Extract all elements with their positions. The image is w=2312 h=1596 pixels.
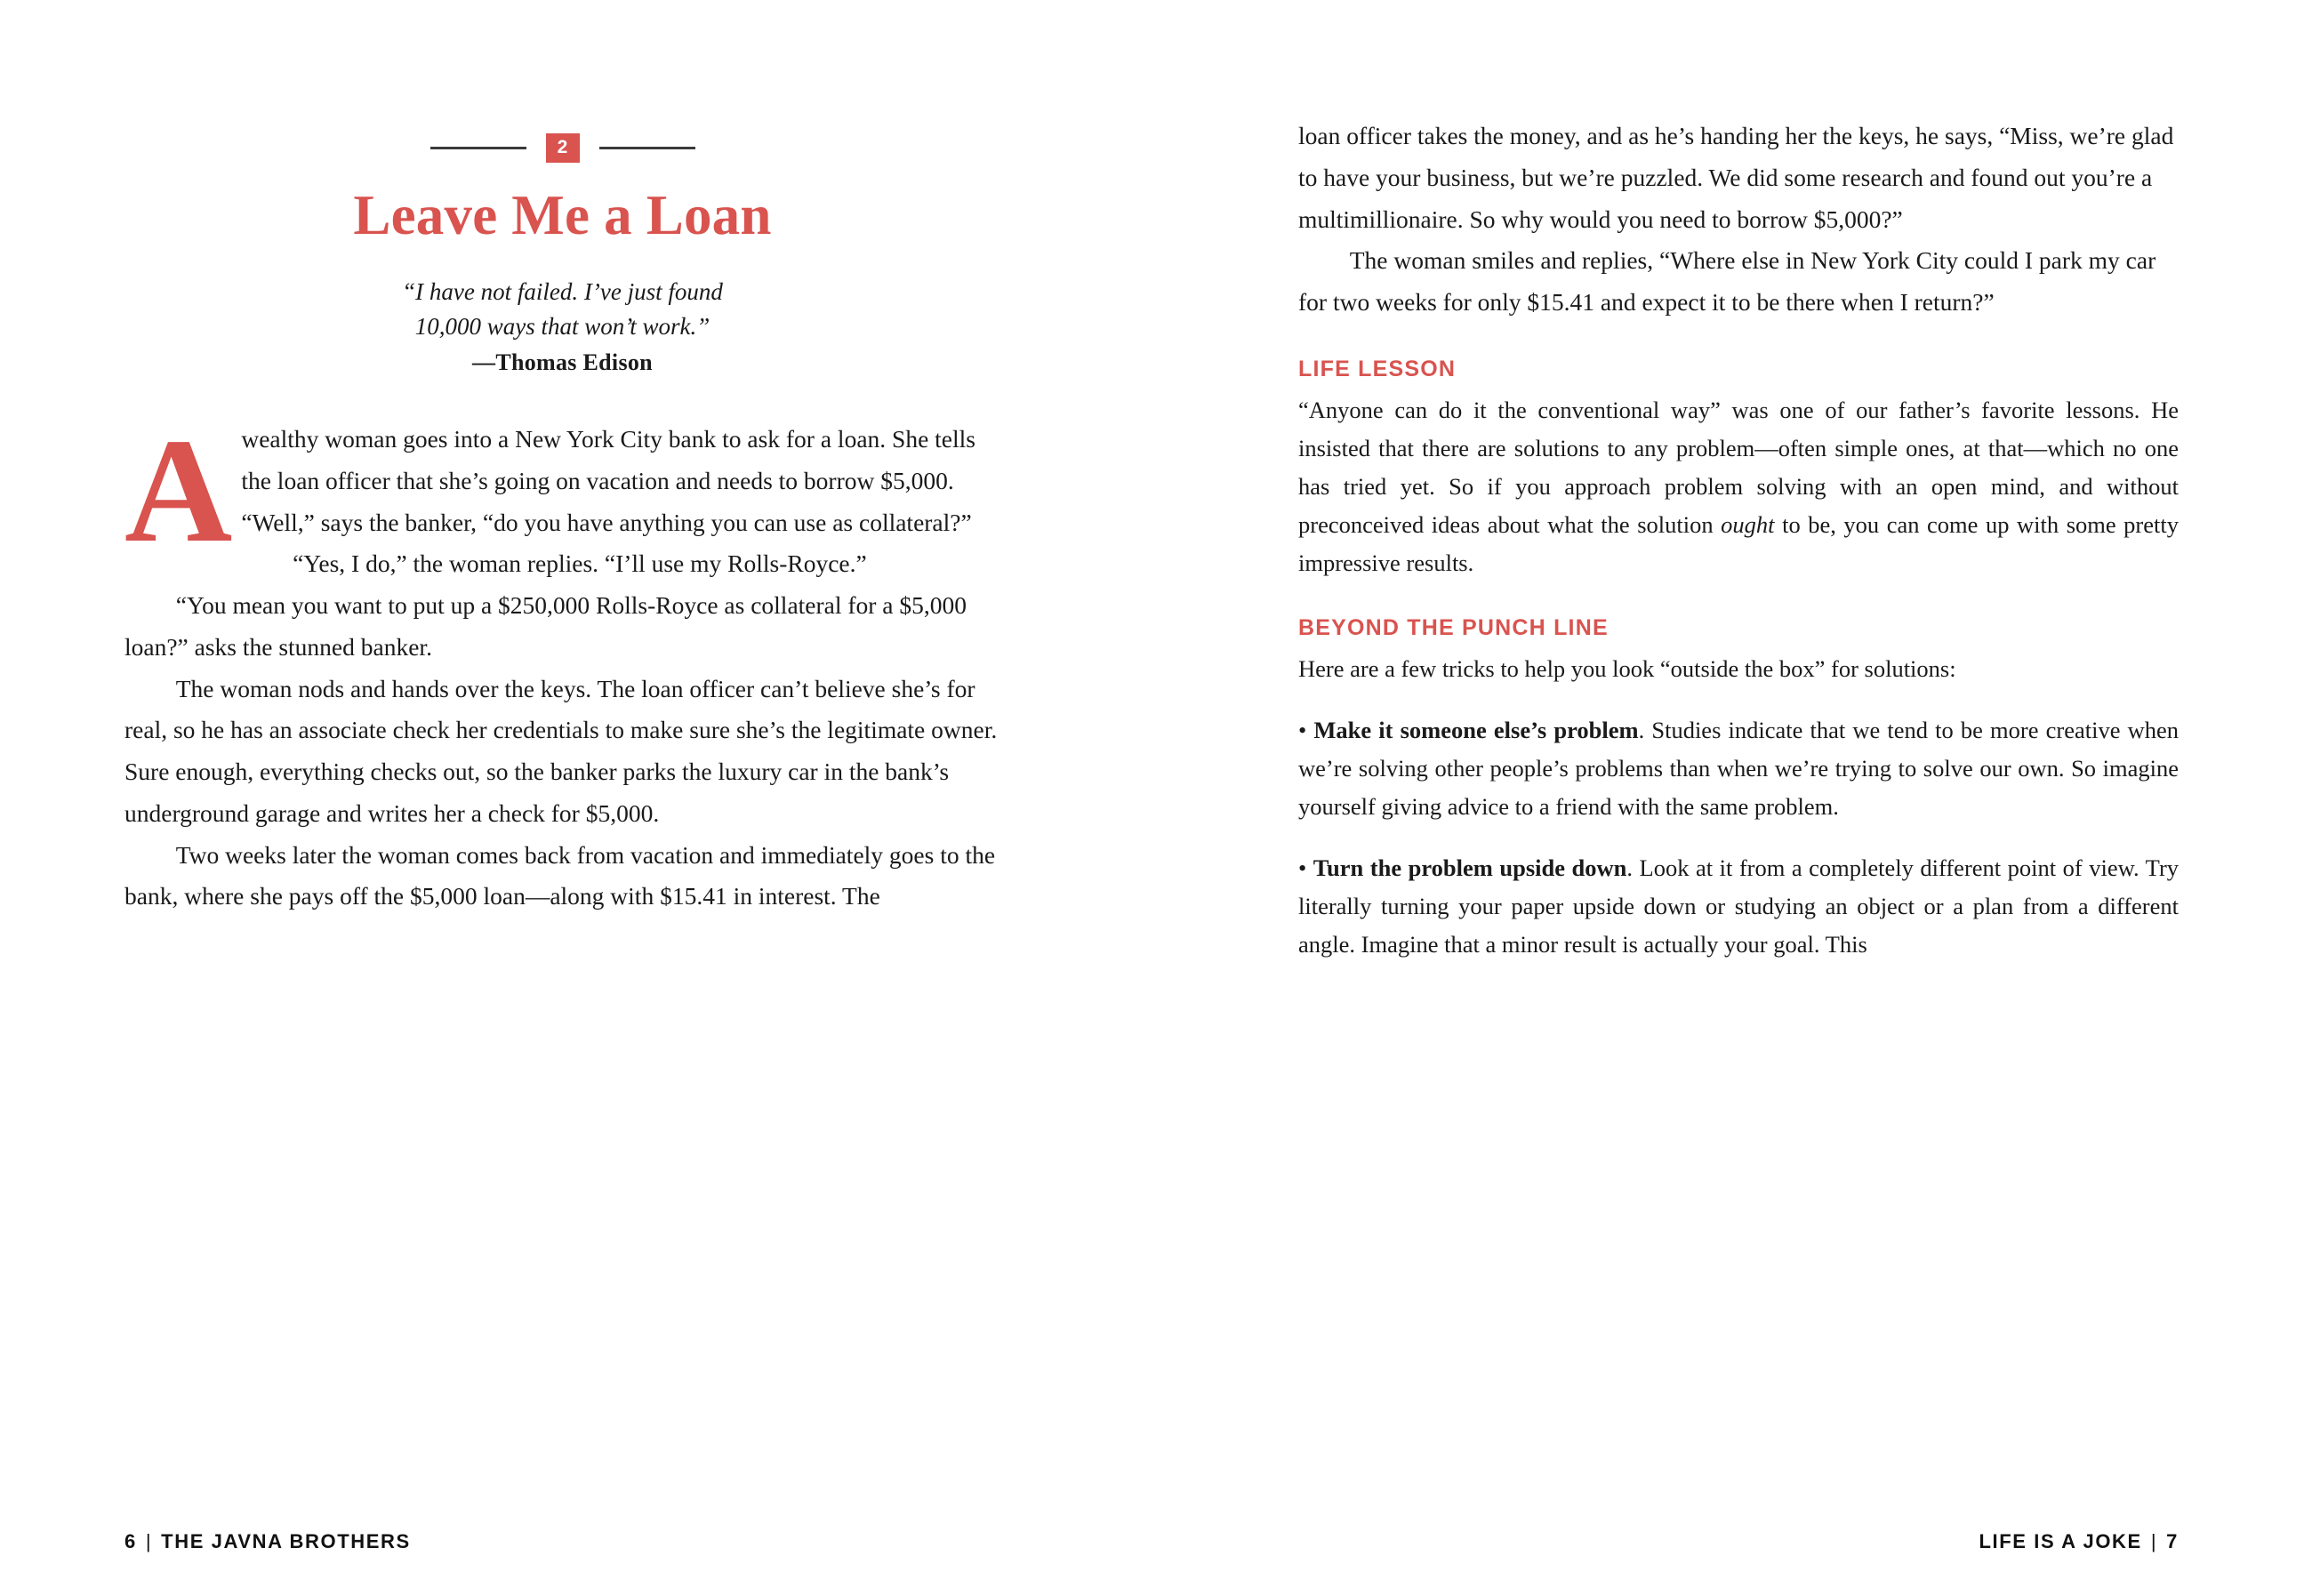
bullet-body-2: . Look at it from a completely different point of view. Try literally turning your paper upside down or studying an object or a plan from a different angle. Imagine that a minor result is actually your goal. This (1298, 854, 2180, 958)
rule-right (599, 147, 695, 149)
bullet-title-2: Turn the problem upside down (1313, 854, 1627, 882)
section-head-life-lesson: LIFE LESSON (1298, 356, 1457, 381)
drop-cap: A (124, 408, 233, 574)
life-lesson-part-1: “Anyone can do it the conventional way” was one of our father’s favorite lessons. He insisted that there are solutions to any problem—often simple ones, at that—which no one has tried yet. So if you approach problem solving with an open mind, and without preconceived ideas about what the solution (1298, 397, 2179, 539)
epigraph-line-1: “I have not failed. I’ve just found (402, 278, 723, 306)
bullet-body-1: . Studies indicate that we tend to be more creative when we’re solving other people’s problems than when we’re trying to solve our own. So imagine yourself giving advice to a friend with the same problem. (1298, 717, 2179, 821)
paragraph-punchline: The woman smiles and replies, “Where else in New York City could I park my car for two weeks for only $15.41 and expect it to be there when I return?” (1298, 246, 2156, 316)
right-page (1156, 0, 2312, 1596)
epigraph-line-2: 10,000 ways that won’t work.” (414, 313, 710, 341)
continuation-paragraph: loan officer takes the money, and as he’s handing her the keys, he says, “Miss, we’re glad to have your business, but we’re puzzled. We did some research and found out you’re a multimillionaire. So why would you need to borrow $5,000?” (1298, 122, 2174, 233)
chapter-title: Leave Me a Loan (353, 184, 772, 246)
paragraph-2: “Yes, I do,” the woman replies. “I’ll use my Rolls-Royce.” (293, 549, 867, 578)
bullet-marker-1: • (1298, 717, 1314, 744)
left-page-number: 6 (124, 1530, 137, 1552)
paragraph-1-text: wealthy woman goes into a New York City bank to ask for a loan. She tells the loan officer that she’s going on vacation and needs to borrow $5,000. “Well,” says the banker, “do you have anything you can use as collateral?” (241, 425, 975, 536)
footer-right-text: LIFE IS A JOKE (1979, 1530, 2142, 1552)
paragraph-5: Two weeks later the woman comes back from vacation and immediately goes to the bank, where she pays off the $5,000 loan—along with $15.41 in interest. The (124, 840, 996, 910)
life-lesson-emphasis: ought (1721, 511, 1775, 539)
right-page-number: 7 (2166, 1530, 2179, 1552)
section-head-beyond-punch-line: BEYOND THE PUNCH LINE (1298, 614, 1609, 640)
footer-separator-right: | (2150, 1530, 2158, 1552)
bullet-item-1 (1298, 711, 2179, 826)
footer-left-text: THE JAVNA BROTHERS (161, 1530, 411, 1552)
chapter-number-rule (124, 133, 1000, 163)
epigraph-attribution: —Thomas Edison (472, 349, 653, 376)
chapter-header (124, 133, 1000, 380)
right-page-body (1298, 116, 2179, 964)
bullet-marker-2: • (1298, 854, 1313, 882)
life-lesson-text (1298, 391, 2179, 582)
bullet-title-1: Make it someone else’s problem (1313, 717, 1639, 744)
beyond-intro-text: Here are a few tricks to help you look “outside the box” for solutions: (1298, 655, 1956, 683)
paragraph-4: The woman nods and hands over the keys. The loan officer can’t believe she’s for real, so he has an associate check her credentials to make sure she’s the legitimate owner. Sure enough, everything checks out, so the banker parks the luxury car in the bank’s underground garage and writes her a check for $5,000. (124, 674, 998, 827)
footer-left (124, 1530, 411, 1553)
left-page-body (124, 408, 1000, 918)
footer-right (1979, 1530, 2179, 1553)
chapter-number: 2 (546, 133, 580, 163)
footer-separator-left: | (145, 1530, 153, 1552)
paragraph-3: “You mean you want to put up a $250,000 Rolls-Royce as collateral for a $5,000 loan?” asks the stunned banker. (124, 591, 967, 661)
rule-left (430, 147, 526, 149)
epigraph (124, 275, 1000, 380)
life-lesson-part-2: to be, you can come up with some pretty impressive results. (1298, 511, 2179, 576)
bullet-item-2 (1298, 849, 2179, 964)
